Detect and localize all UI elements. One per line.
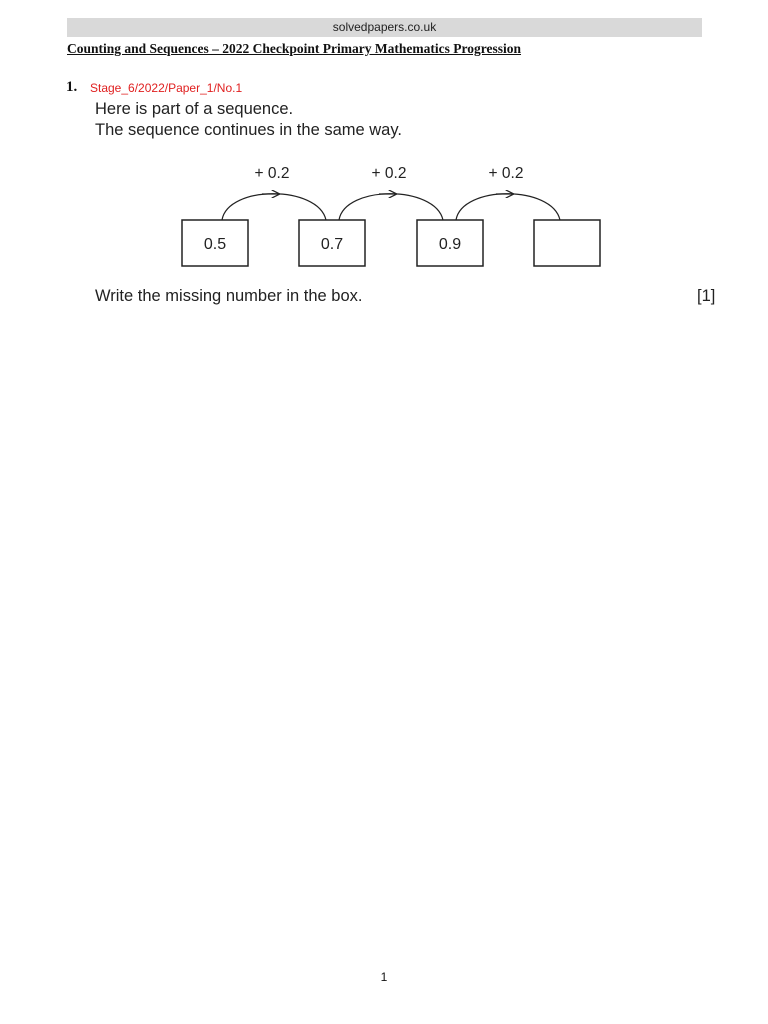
question-reference: Stage_6/2022/Paper_1/No.1 (90, 81, 243, 95)
sequence-diagram (0, 0, 768, 280)
sequence-value-2: 0.7 (320, 236, 344, 253)
step-label-3: + 0.2 (488, 165, 524, 182)
document-title: Counting and Sequences – 2022 Checkpoint Primary Mathematics Progression (67, 41, 522, 56)
jump-arc-1 (222, 194, 326, 220)
jump-arc-3 (456, 194, 560, 220)
question-number: 1. (66, 79, 78, 95)
step-label-1: + 0.2 (254, 165, 290, 182)
site-banner: solvedpapers.co.uk (67, 18, 702, 37)
marks-label: [1] (697, 287, 716, 305)
step-label-2: + 0.2 (371, 165, 407, 182)
question-line-2: The sequence continues in the same way. (95, 121, 402, 139)
jump-arc-2 (339, 194, 443, 220)
sequence-value-1: 0.5 (203, 236, 227, 253)
instruction-text: Write the missing number in the box. (95, 287, 363, 305)
answer-box[interactable] (534, 220, 600, 266)
page-number: 1 (380, 970, 388, 984)
sequence-value-3: 0.9 (438, 236, 462, 253)
question-line-1: Here is part of a sequence. (95, 100, 294, 118)
